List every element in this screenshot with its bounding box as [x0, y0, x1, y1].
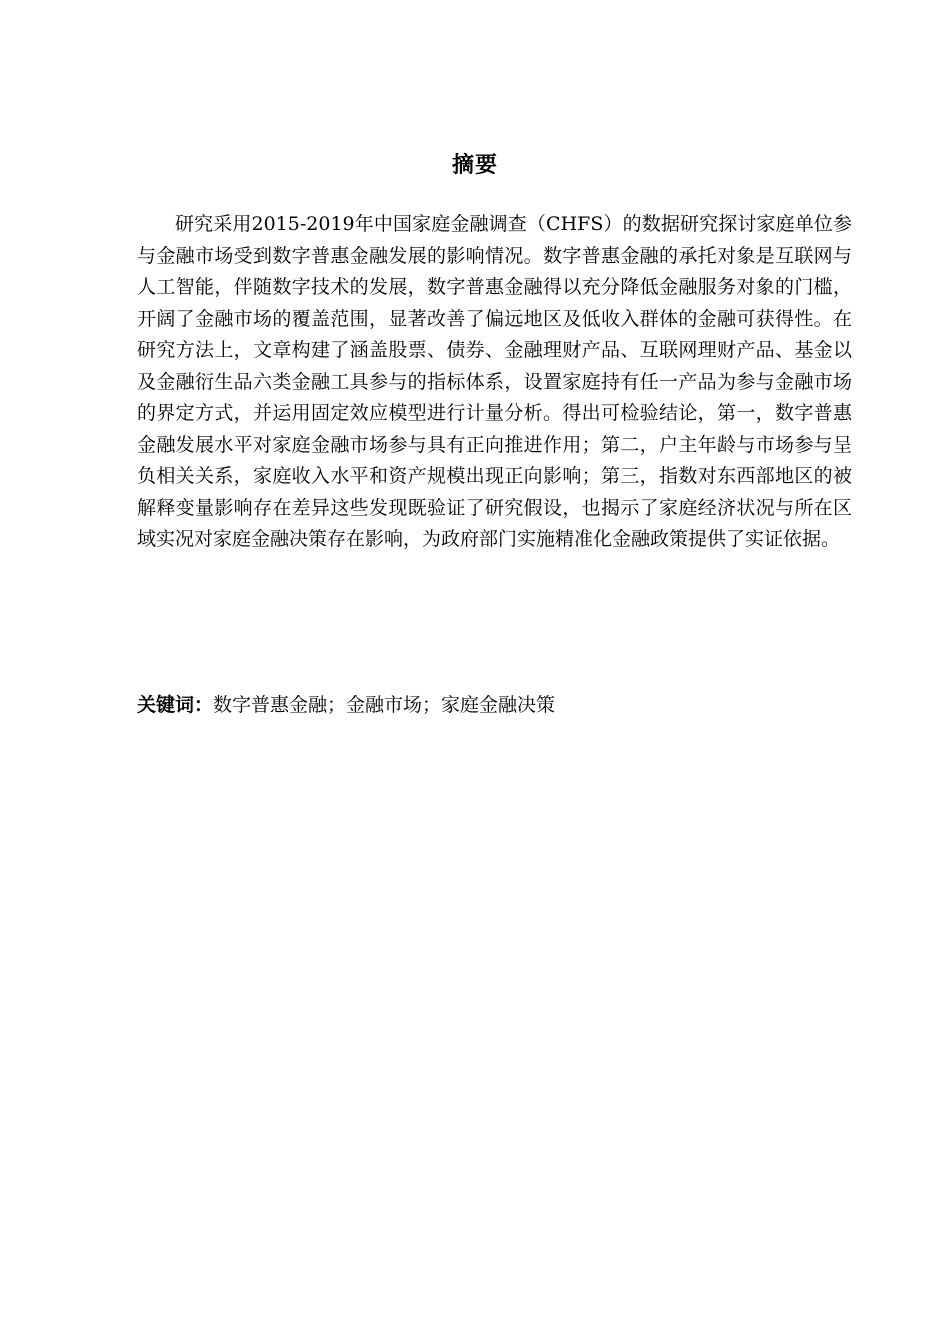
keywords-label: 关键词： — [137, 694, 214, 716]
keywords-line — [137, 690, 852, 721]
keywords-text: 数字普惠金融；金融市场；家庭金融决策 — [213, 694, 556, 716]
abstract-body: 研究采用2015-2019年中国家庭金融调查（CHFS）的数据研究探讨家庭单位参与金融市场受到数字普惠金融发展的影响情况。数字普惠金融的承托对象是互联网与人工智能，伴随数字技术的发展，数字普惠金融得以充分降低金融服务对象的门槛，开阔了金融市场的覆盖范围，显著改善了偏远地区及低收入群体的金融可获得性。在研究方法上，文章构建了涵盖股票、债券、金融理财产品、互联网理财产品、基金以及金融衍生品六类金融工具参与的指标体系，设置家庭持有任一产品为参与金融市场的界定方式，并运用固定效应模型进行计量分析。得出可检验结论，第一，数字普惠金融发展水平对家庭金融市场参与具有正向推进作用；第二，户主年龄与市场参与呈负相关关系，家庭收入水平和资产规模出现正向影响；第三，指数对东西部地区的被解释变量影响存在差异这些发现既验证了研究假设，也揭示了家庭经济状况与所在区域实况对家庭金融决策存在影响，为政府部门实施精准化金融政策提供了实证依据。 — [137, 213, 852, 550]
abstract-title: 摘要 — [451, 153, 498, 178]
